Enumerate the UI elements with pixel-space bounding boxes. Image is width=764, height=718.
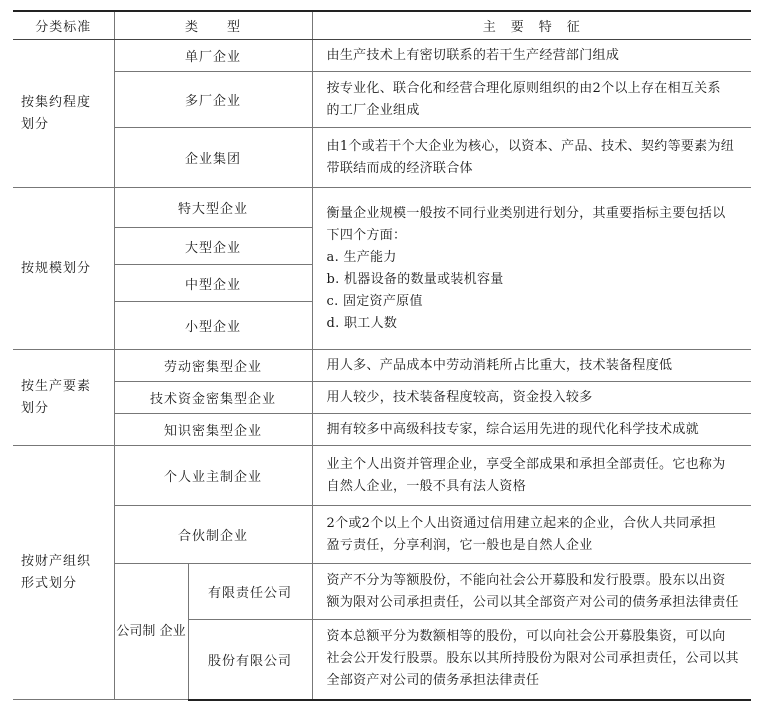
group-label-factor <box>13 350 114 446</box>
feature-line: 自然人企业，一般不具有法人资格 <box>326 478 527 494</box>
group-label-line: 按财产组织 <box>21 553 92 569</box>
header-classification-standard: 分类标准 <box>13 11 114 40</box>
type-cell: 多厂企业 <box>114 72 312 128</box>
group-label-line: 划分 <box>21 400 50 416</box>
feature-line: 用人多、产品成本中劳动消耗所占比重大，技术装备程度低 <box>326 357 673 373</box>
feature-cell <box>312 128 751 188</box>
feature-cell <box>312 382 751 414</box>
feature-line: c. 固定资产原值 <box>326 293 423 309</box>
header-type: 类 型 <box>114 11 312 40</box>
feature-line: 额为限对公司承担责任，公司以其全部资产对公司的债务承担法律责任 <box>326 594 739 610</box>
feature-line: 社会公开发行股票。股东以其所持股份为限对公司承担责任，公司以其 <box>326 651 739 667</box>
type-cell: 个人业主制企业 <box>114 446 312 506</box>
feature-line: 资产不分为等额股份，不能向社会公开募股和发行股票。股东以出资 <box>326 572 726 588</box>
table-row <box>13 564 751 620</box>
feature-line: 2个或2个以上个人出资通过信用建立起来的企业，合伙人共同承担 <box>326 515 717 531</box>
feature-line: 全部资产对公司的债务承担法律责任 <box>326 673 540 689</box>
feature-line: d. 职工人数 <box>326 315 398 331</box>
feature-line: 盈亏责任，分享利润，它一般也是自然人企业 <box>326 537 593 553</box>
type-cell: 企业集团 <box>114 128 312 188</box>
feature-line: 按专业化、联合化和经营合理化原则组织的由2个以上存在相互关系 <box>326 80 721 96</box>
feature-line: 资本总额平分为数额相等的股份，可以向社会公开募股集资，可以向 <box>326 629 726 645</box>
type-cell: 中型企业 <box>114 265 312 302</box>
feature-cell <box>312 40 751 72</box>
table-row <box>13 188 751 228</box>
feature-line: 的工厂企业组成 <box>326 102 420 118</box>
table-row <box>13 128 751 188</box>
table-row <box>13 506 751 564</box>
group-label-ownership <box>13 446 114 700</box>
feature-line: 由生产技术上有密切联系的若干生产经营部门组成 <box>326 47 620 63</box>
company-label-line: 企业 <box>159 623 186 639</box>
table-row <box>13 40 751 72</box>
feature-line: 拥有较多中高级科技专家，综合运用先进的现代化科学技术成就 <box>326 421 699 437</box>
feature-cell <box>312 188 751 350</box>
type-cell: 大型企业 <box>114 228 312 265</box>
table-row <box>13 446 751 506</box>
group-label-line: 按生产要素 <box>21 378 92 394</box>
feature-cell <box>312 350 751 382</box>
type-cell: 合伙制企业 <box>114 506 312 564</box>
feature-cell <box>312 506 751 564</box>
feature-line: a. 生产能力 <box>326 249 397 265</box>
feature-line: 用人较少，技术装备程度较高，资金投入较多 <box>326 389 593 405</box>
group-label-line: 划分 <box>21 116 50 132</box>
feature-line: 由1个或若干个大企业为核心，以资本、产品、技术、契约等要素为纽 <box>326 138 735 154</box>
type-cell: 特大型企业 <box>114 188 312 228</box>
feature-cell <box>312 414 751 446</box>
type-cell: 劳动密集型企业 <box>114 350 312 382</box>
group-label-line: 按集约程度 <box>21 94 92 110</box>
feature-cell <box>312 564 751 620</box>
type-cell: 有限责任公司 <box>188 564 312 620</box>
group-label-concentration <box>13 40 114 188</box>
type-cell: 小型企业 <box>114 302 312 350</box>
type-cell: 单厂企业 <box>114 40 312 72</box>
feature-cell <box>312 72 751 128</box>
feature-line: 下四个方面： <box>326 227 407 243</box>
table-header-row <box>13 11 751 40</box>
table-row <box>13 414 751 446</box>
feature-cell <box>312 446 751 506</box>
header-main-features: 主 要 特 征 <box>312 11 751 40</box>
feature-cell <box>312 620 751 700</box>
type-cell: 股份有限公司 <box>188 620 312 700</box>
type-cell: 技术资金密集型企业 <box>114 382 312 414</box>
company-label-line: 公司制 <box>116 623 156 639</box>
group-label-line: 形式划分 <box>21 575 78 591</box>
table-row <box>13 350 751 382</box>
table-row <box>13 72 751 128</box>
feature-line: 带联结而成的经济联合体 <box>326 160 473 176</box>
feature-line: 业主个人出资并管理企业，享受全部成果和承担全部责任。它也称为 <box>326 456 726 472</box>
company-group-label <box>114 564 188 700</box>
feature-line: 衡量企业规模一般按不同行业类别进行划分，其重要指标主要包括以 <box>326 205 726 221</box>
feature-line: b. 机器设备的数量或装机容量 <box>326 271 504 287</box>
group-label-line: 按规模划分 <box>21 260 92 276</box>
enterprise-classification-table <box>13 10 751 701</box>
table-row <box>13 382 751 414</box>
type-cell: 知识密集型企业 <box>114 414 312 446</box>
group-label-scale <box>13 188 114 350</box>
